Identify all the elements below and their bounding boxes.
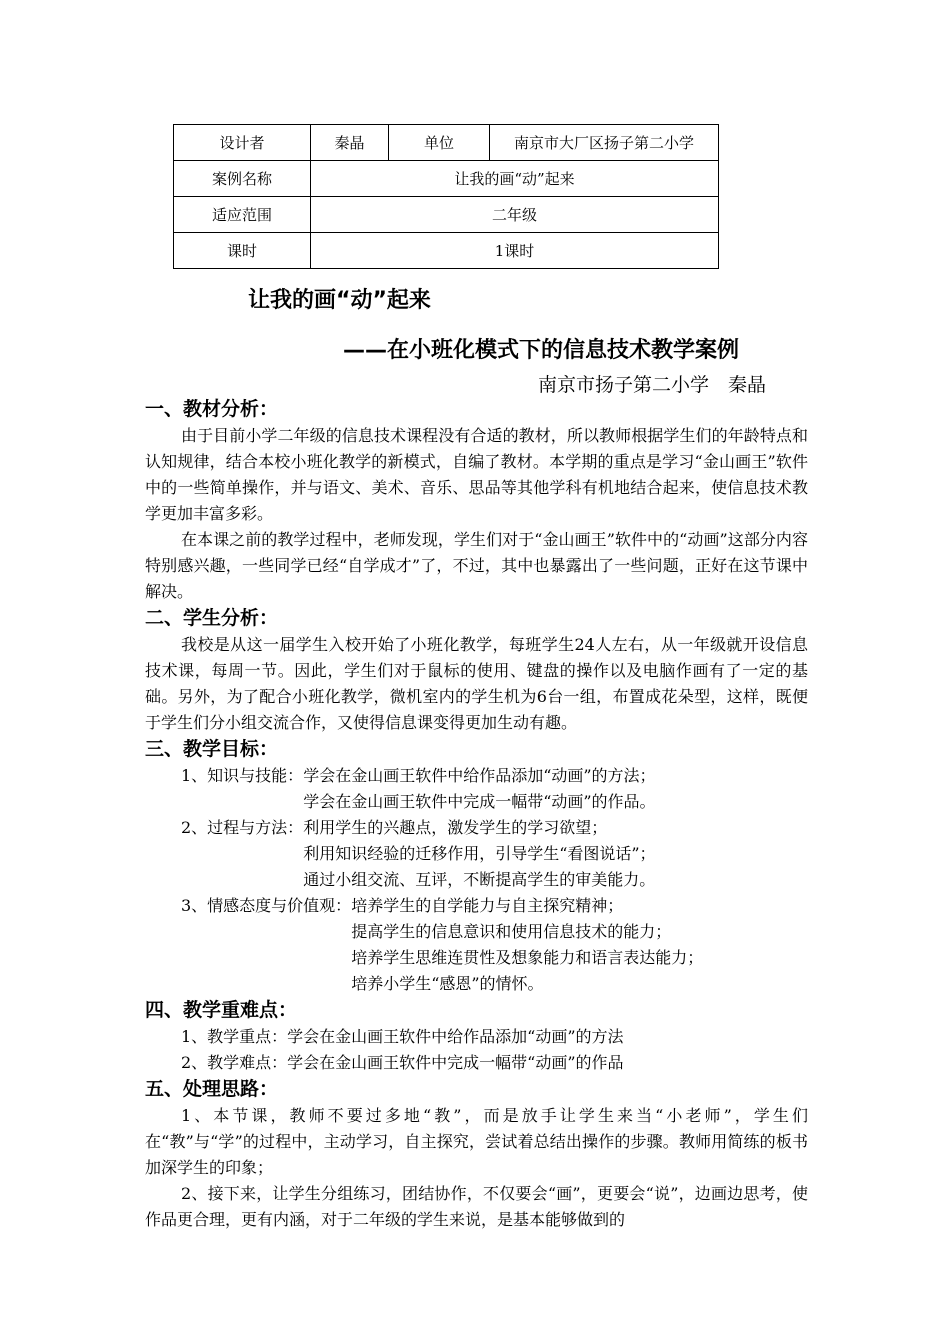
section-heading-material: 一、教材分析： xyxy=(145,398,279,420)
paragraph: 2、接下来，让学生分组练习，团结协作，不仅要会“画”，更要会“说”，边画边思考，使作品更合理，更有内涵，对于二年级的学生来说，是基本能够做到的 xyxy=(145,1184,808,1229)
goal-label: 3、情感态度与价值观： xyxy=(181,896,352,915)
section-heading-goals: 三、教学目标： xyxy=(145,738,279,760)
goal-line: 培养学生思维连贯性及想象能力和语言表达能力； xyxy=(351,948,704,967)
section-heading-students: 二、学生分析： xyxy=(145,607,279,629)
paragraph: 在本课之前的教学过程中，老师发现，学生们对于“金山画王”软件中的“动画”这部分内容特别感兴趣，一些同学已经“自学成才”了，不过，其中也暴露出了一些问题，正好在这节课中解决。 xyxy=(145,530,808,601)
page-title: 让我的画“动”起来 xyxy=(248,288,431,313)
goal-line: 学会在金山画王软件中完成一幅带“动画”的作品。 xyxy=(303,792,656,811)
unit-value: 南京市大厂区扬子第二小学 xyxy=(490,125,719,161)
designer-label: 设计者 xyxy=(174,125,311,161)
paragraph: 我校是从这一届学生入校开始了小班化教学，每班学生24人左右，从一年级就开设信息技术课，每周一节。因此，学生们对于鼠标的使用、键盘的操作以及电脑作画有了一定的基础。另外，为了配合小班化教学，微机室内的学生机为6台一组，布置成花朵型，这样，既便于学生们分小组交流合作，又使得信息课变得更加生动有趣。 xyxy=(145,635,808,732)
scope-label: 适应范围 xyxy=(174,197,311,233)
case-name-value: 让我的画“动”起来 xyxy=(311,161,719,197)
table-row xyxy=(174,233,719,269)
goal-process xyxy=(145,815,808,893)
goal-line: 利用知识经验的迁移作用，引导学生“看图说话”； xyxy=(303,844,656,863)
key-point-line: 1、教学重点：学会在金山画王软件中给作品添加“动画”的方法 xyxy=(181,1027,624,1046)
goal-label: 1、知识与技能： xyxy=(181,766,304,785)
case-name-label: 案例名称 xyxy=(174,161,311,197)
info-table xyxy=(173,124,719,269)
table-row xyxy=(174,161,719,197)
page-subtitle: ——在小班化模式下的信息技术教学案例 xyxy=(343,338,740,363)
difficulty-line: 2、教学难点：学会在金山画王软件中完成一幅带“动画”的作品 xyxy=(181,1053,624,1072)
goal-line: 培养学生的自学能力与自主探究精神； xyxy=(351,896,624,915)
designer-value: 秦晶 xyxy=(311,125,389,161)
goal-line: 提高学生的信息意识和使用信息技术的能力； xyxy=(351,922,672,941)
goal-label: 2、过程与方法： xyxy=(181,818,304,837)
hours-label: 课时 xyxy=(174,233,311,269)
document-body xyxy=(145,396,808,1233)
goal-line: 利用学生的兴趣点，激发学生的学习欲望； xyxy=(303,818,608,837)
paragraph: 1、本节课，教师不要过多地“教”，而是放手让学生来当“小老师”，学生们在“教”与“学”的过程中，主动学习，自主探究，尝试着总结出操作的步骤。教师用简练的板书加深学生的印象； xyxy=(145,1106,808,1177)
goal-line: 通过小组交流、互评，不断提高学生的审美能力。 xyxy=(303,870,656,889)
goal-knowledge xyxy=(145,763,808,815)
section-heading-key-points: 四、教学重难点： xyxy=(145,999,298,1021)
paragraph: 由于目前小学二年级的信息技术课程没有合适的教材，所以教师根据学生们的年龄特点和认知规律，结合本校小班化教学的新模式，自编了教材。本学期的重点是学习“金山画王”软件中的一些简单操作，并与语文、美术、音乐、思品等其他学科有机地结合起来，使信息技术教学更加丰富多彩。 xyxy=(145,426,808,523)
section-heading-approach: 五、处理思路： xyxy=(145,1078,279,1100)
table-row xyxy=(174,197,719,233)
goal-line: 学会在金山画王软件中给作品添加“动画”的方法； xyxy=(303,766,656,785)
goal-attitude xyxy=(145,893,808,997)
unit-label: 单位 xyxy=(389,125,490,161)
author-byline: 南京市扬子第二小学 秦晶 xyxy=(538,374,767,396)
goal-line: 培养小学生“感恩”的情怀。 xyxy=(351,974,544,993)
table-row xyxy=(174,125,719,161)
scope-value: 二年级 xyxy=(311,197,719,233)
hours-value: 1课时 xyxy=(311,233,719,269)
